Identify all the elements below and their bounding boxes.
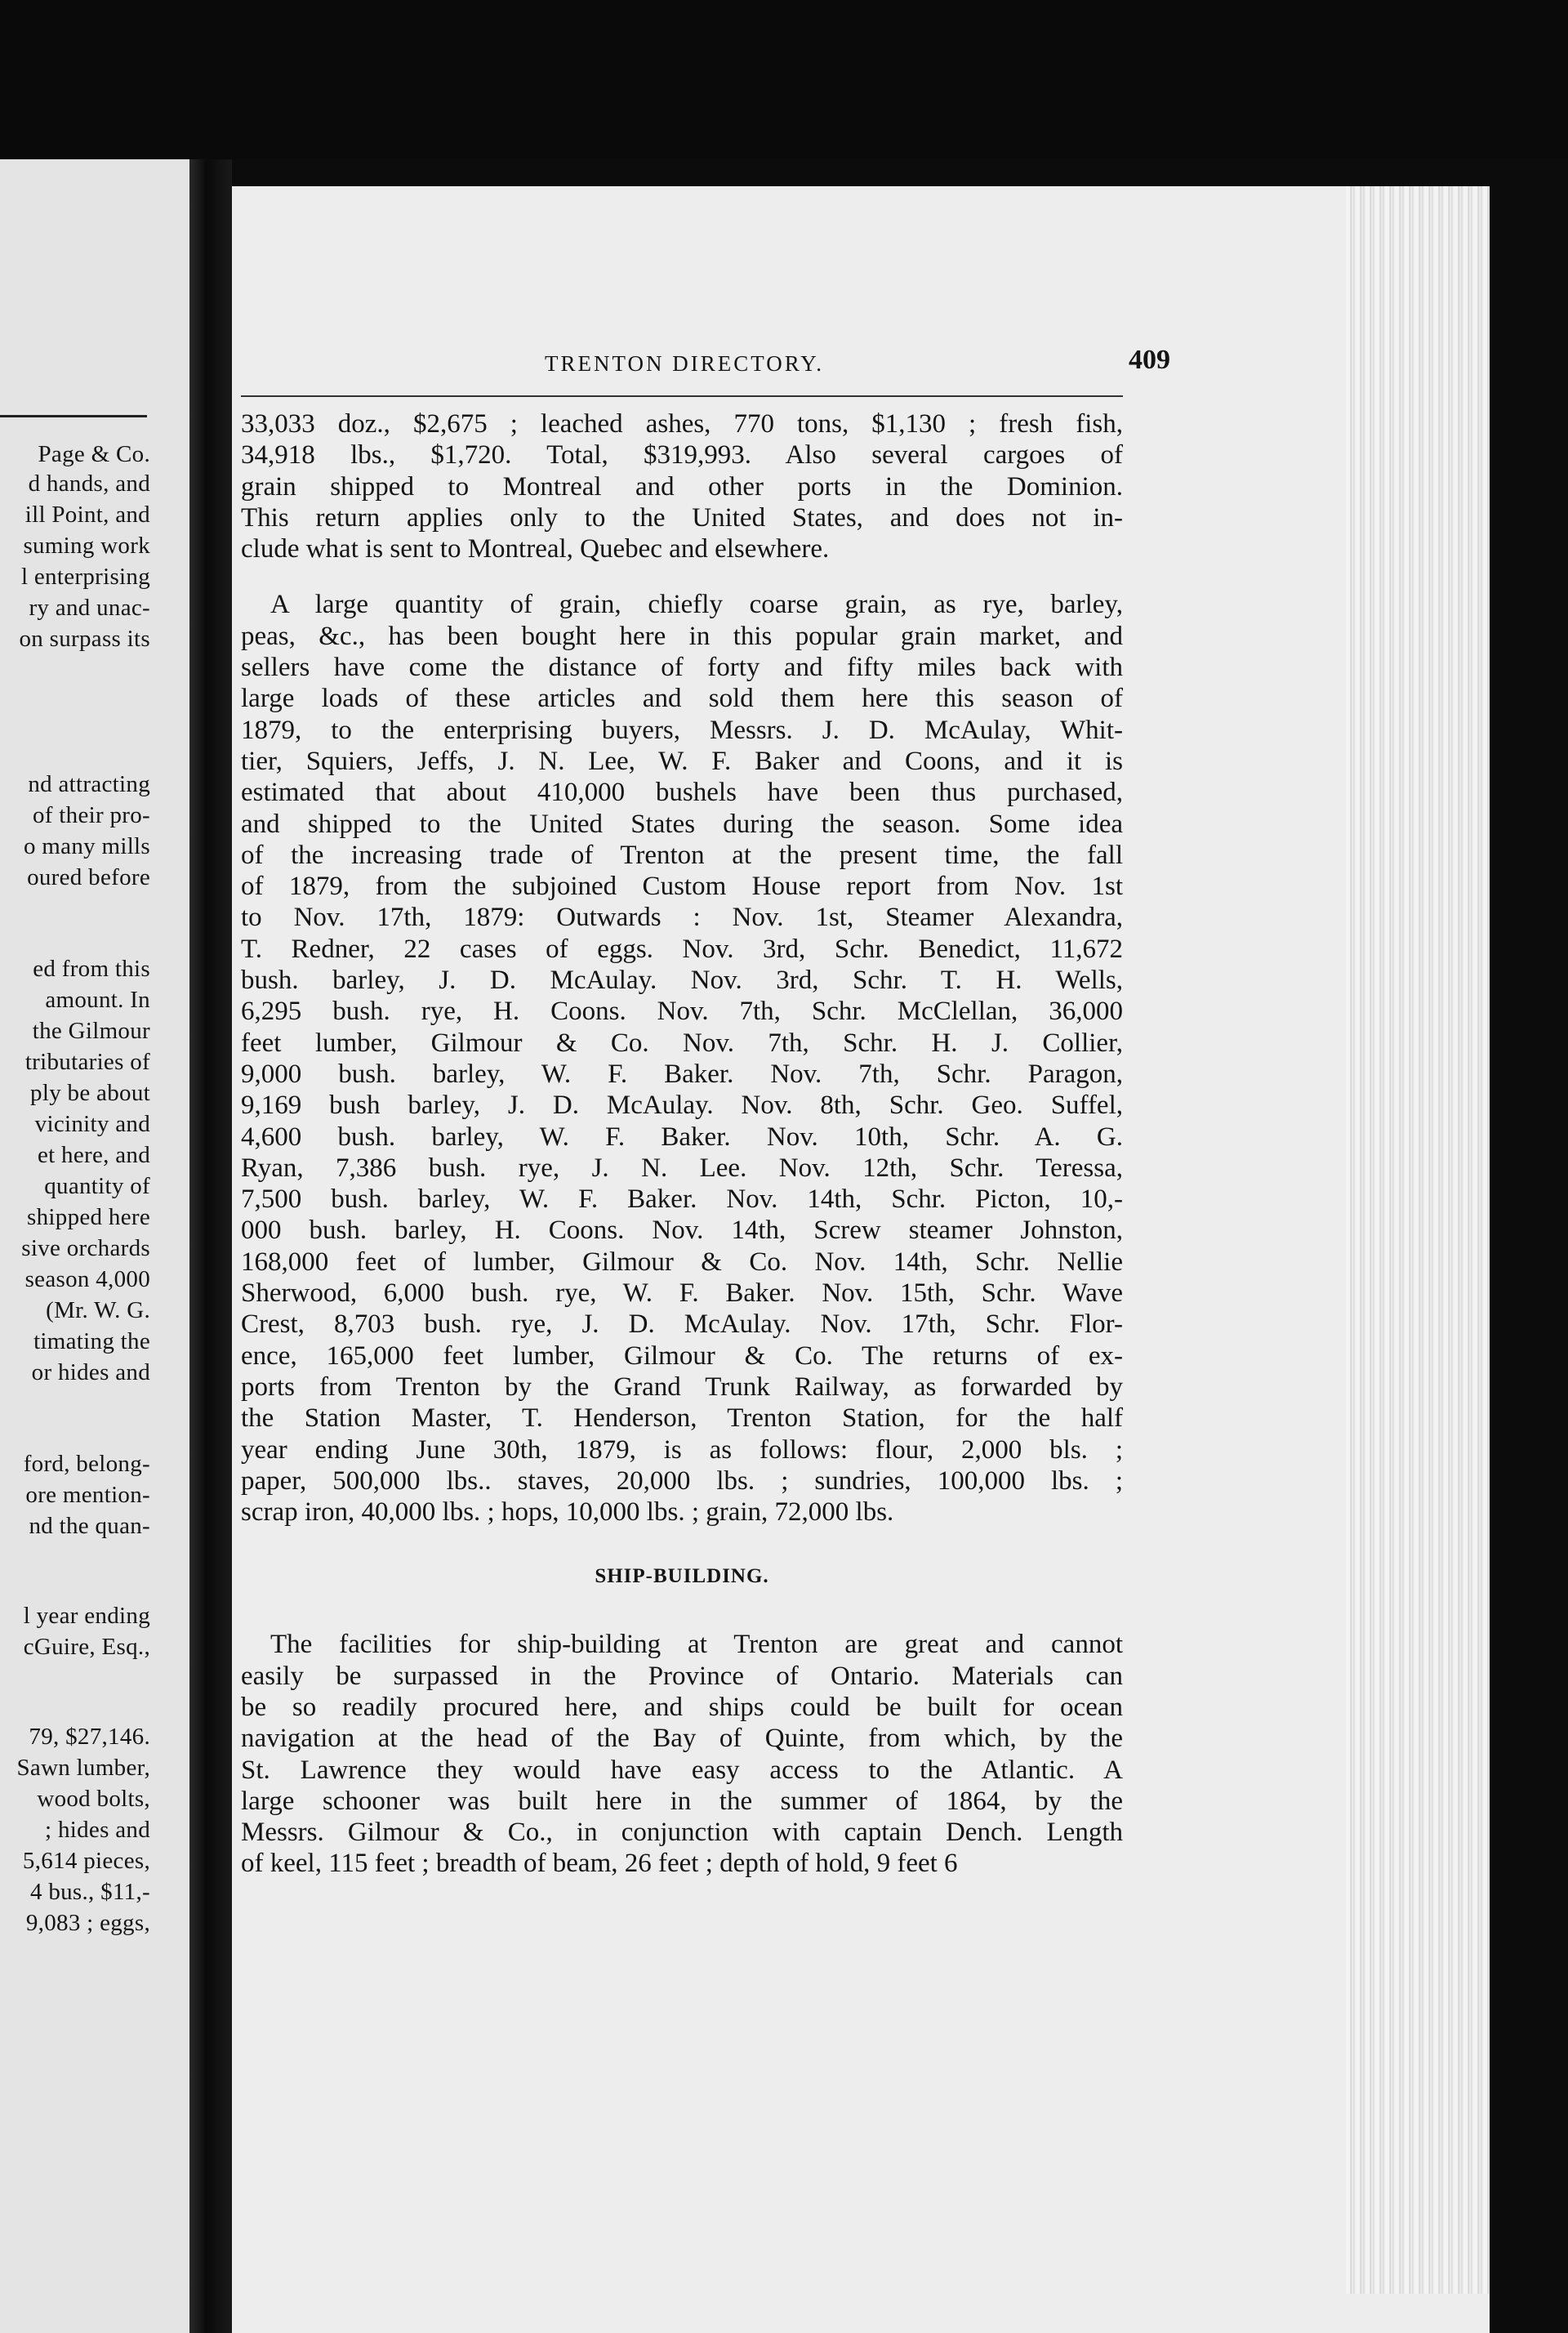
text-line: the Station Master, T. Henderson, Trenton Station, for the half: [241, 1403, 1123, 1434]
facing-page-line: 4 bus., $11,-: [29, 1879, 150, 1905]
text-line: of the increasing trade of Trenton at the present time, the fall: [241, 840, 1123, 870]
facing-page-line: of their pro-: [32, 802, 150, 828]
section-heading: SHIP-BUILDING.: [595, 1565, 769, 1588]
text-line: of keel, 115 feet ; breadth of beam, 26 feet ; depth of hold, 9 feet 6: [241, 1849, 958, 1879]
text-line: navigation at the head of the Bay of Quinte, from which, by the: [241, 1724, 1123, 1754]
facing-page-left: [0, 159, 189, 2333]
text-line: paper, 500,000 lbs.. staves, 20,000 lbs. ; sundries, 100,000 lbs. ;: [241, 1465, 1123, 1496]
facing-page-line: sive orchards: [21, 1235, 150, 1261]
text-line: year ending June 30th, 1879, is as follows: flour, 2,000 bls. ;: [241, 1434, 1123, 1465]
scan-background-top: [0, 0, 1568, 159]
facing-page-line: l year ending: [23, 1603, 150, 1629]
facing-page-line: Sawn lumber,: [16, 1755, 150, 1781]
paragraph-gap: [241, 564, 1123, 589]
book-gutter: [189, 159, 232, 2333]
text-line: large schooner was built here in the summer of 1864, by the: [241, 1786, 1123, 1816]
text-line: large loads of these articles and sold them here this season of: [241, 684, 1123, 714]
text-line: 6,295 bush. rye, H. Coons. Nov. 7th, Schr. McClellan, 36,000: [241, 997, 1123, 1027]
body-text: [241, 408, 1123, 1880]
text-line: of 1879, from the subjoined Custom House report from Nov. 1st: [241, 872, 1123, 902]
paragraph-continued: [241, 408, 1123, 564]
facing-page-line: amount. In: [45, 987, 150, 1013]
text-line: feet lumber, Gilmour & Co. Nov. 7th, Schr. H. J. Collier,: [241, 1028, 1123, 1058]
facing-page-line: 9,083 ; eggs,: [25, 1910, 150, 1936]
facing-page-line: wood bolts,: [37, 1786, 150, 1812]
facing-page-line: ply be about: [30, 1080, 150, 1106]
facing-page-line: o many mills: [23, 833, 150, 859]
text-line: tier, Squiers, Jeffs, J. N. Lee, W. F. Baker and Coons, and it is: [241, 746, 1123, 776]
text-line: to Nov. 17th, 1879: Outwards : Nov. 1st, Steamer Alexandra,: [241, 903, 1123, 933]
facing-page-line: d hands, and: [28, 471, 150, 497]
text-line: 34,918 lbs., $1,720. Total, $319,993. Also several cargoes of: [241, 440, 1123, 471]
text-line: T. Redner, 22 cases of eggs. Nov. 3rd, Schr. Benedict, 11,672: [241, 934, 1123, 964]
facing-page-line: suming work: [23, 533, 150, 559]
facing-page-line: nd attracting: [28, 771, 150, 797]
facing-page-line: shipped here: [27, 1204, 150, 1230]
text-line: estimated that about 410,000 bushels have been thus purchased,: [241, 778, 1123, 808]
facing-page-line: timating the: [33, 1328, 150, 1354]
text-line: ence, 165,000 feet lumber, Gilmour & Co. The returns of ex-: [241, 1340, 1123, 1371]
facing-page-line: ry and unac-: [29, 595, 150, 621]
text-line: Crest, 8,703 bush. rye, J. D. McAulay. Nov. 17th, Schr. Flor-: [241, 1309, 1123, 1340]
text-line: 33,033 doz., $2,675 ; leached ashes, 770 tons, $1,130 ; fresh fish,: [241, 409, 1123, 439]
text-line: sellers have come the distance of forty and fifty miles back with: [241, 653, 1123, 683]
text-line: 4,600 bush. barley, W. F. Baker. Nov. 10th, Schr. A. G.: [241, 1122, 1123, 1152]
facing-page-line: ed from this: [33, 956, 150, 982]
facing-page-line: et here, and: [37, 1142, 150, 1168]
facing-page-line: on surpass its: [19, 626, 150, 652]
text-line: easily be surpassed in the Province of Ontario. Materials can: [241, 1661, 1123, 1691]
facing-page-line: ; hides and: [45, 1817, 150, 1843]
text-line: Messrs. Gilmour & Co., in conjunction with captain Dench. Length: [241, 1818, 1123, 1848]
text-line: Ryan, 7,386 bush. rye, J. N. Lee. Nov. 12th, Schr. Teressa,: [241, 1153, 1123, 1183]
header-rule: [241, 395, 1123, 397]
running-head: [241, 345, 1170, 400]
text-line: 1879, to the enterprising buyers, Messrs. J. D. McAulay, Whit-: [241, 715, 1123, 745]
text-line: This return applies only to the United States, and does not in-: [241, 502, 1123, 533]
text-line: peas, &c., has been bought here in this popular grain market, and: [241, 621, 1123, 651]
text-line: 7,500 bush. barley, W. F. Baker. Nov. 14th, Schr. Picton, 10,-: [241, 1184, 1123, 1215]
facing-page-line: ford, belong-: [23, 1451, 150, 1477]
facing-page-line: season 4,000: [24, 1266, 150, 1292]
text-line: clude what is sent to Montreal, Quebec and elsewhere.: [241, 534, 830, 564]
facing-page-line: Page & Co.: [38, 441, 150, 467]
text-line: 9,000 bush. barley, W. F. Baker. Nov. 7th, Schr. Paragon,: [241, 1059, 1123, 1089]
facing-page-line: (Mr. W. G.: [46, 1297, 150, 1323]
text-line: 9,169 bush barley, J. D. McAulay. Nov. 8th, Schr. Geo. Suffel,: [241, 1091, 1123, 1121]
page-edges: [1346, 186, 1490, 2294]
facing-page-line: ill Point, and: [24, 502, 150, 528]
text-line: ports from Trenton by the Grand Trunk Railway, as forwarded by: [241, 1372, 1123, 1402]
facing-page-line: tributaries of: [24, 1049, 150, 1075]
text-line: 000 bush. barley, H. Coons. Nov. 14th, Screw steamer Johnston,: [241, 1216, 1123, 1246]
paragraph-grain-trade: [241, 589, 1123, 1528]
text-line: scrap iron, 40,000 lbs. ; hops, 10,000 lbs. ; grain, 72,000 lbs.: [241, 1497, 894, 1528]
facing-page-header-rule: [0, 415, 147, 417]
text-line: be so readily procured here, and ships could be built for ocean: [241, 1692, 1123, 1722]
facing-page-line: 79, $27,146.: [29, 1724, 150, 1750]
facing-page-line: l enterprising: [20, 564, 150, 590]
text-line: and shipped to the United States during the season. Some idea: [241, 809, 1123, 839]
facing-page-line: the Gilmour: [32, 1018, 150, 1044]
facing-page-line: quantity of: [44, 1173, 150, 1199]
text-line: 168,000 feet of lumber, Gilmour & Co. Nov. 14th, Schr. Nellie: [241, 1247, 1123, 1277]
facing-page-line: vicinity and: [34, 1111, 150, 1137]
running-title: TRENTON DIRECTORY.: [545, 351, 825, 376]
page-number: 409: [1129, 345, 1170, 375]
text-line: bush. barley, J. D. McAulay. Nov. 3rd, Schr. T. H. Wells,: [241, 966, 1123, 996]
facing-page-line: oured before: [27, 864, 150, 890]
facing-page-line: cGuire, Esq.,: [23, 1634, 150, 1660]
text-line: Sherwood, 6,000 bush. rye, W. F. Baker. Nov. 15th, Schr. Wave: [241, 1278, 1123, 1309]
paragraph-ship-building: [241, 1629, 1123, 1879]
facing-page-line: nd the quan-: [29, 1513, 150, 1539]
text-line: St. Lawrence they would have easy access to the Atlantic. A: [241, 1755, 1123, 1785]
facing-page-line: ore mention-: [25, 1482, 150, 1508]
text-line: The facilities for ship-building at Trenton are great and cannot: [270, 1630, 1123, 1660]
facing-page-line: 5,614 pieces,: [22, 1848, 150, 1874]
facing-page-line: or hides and: [31, 1359, 150, 1385]
text-line: grain shipped to Montreal and other ports in the Dominion.: [241, 471, 1123, 502]
text-line: A large quantity of grain, chiefly coarse grain, as rye, barley,: [270, 590, 1123, 620]
